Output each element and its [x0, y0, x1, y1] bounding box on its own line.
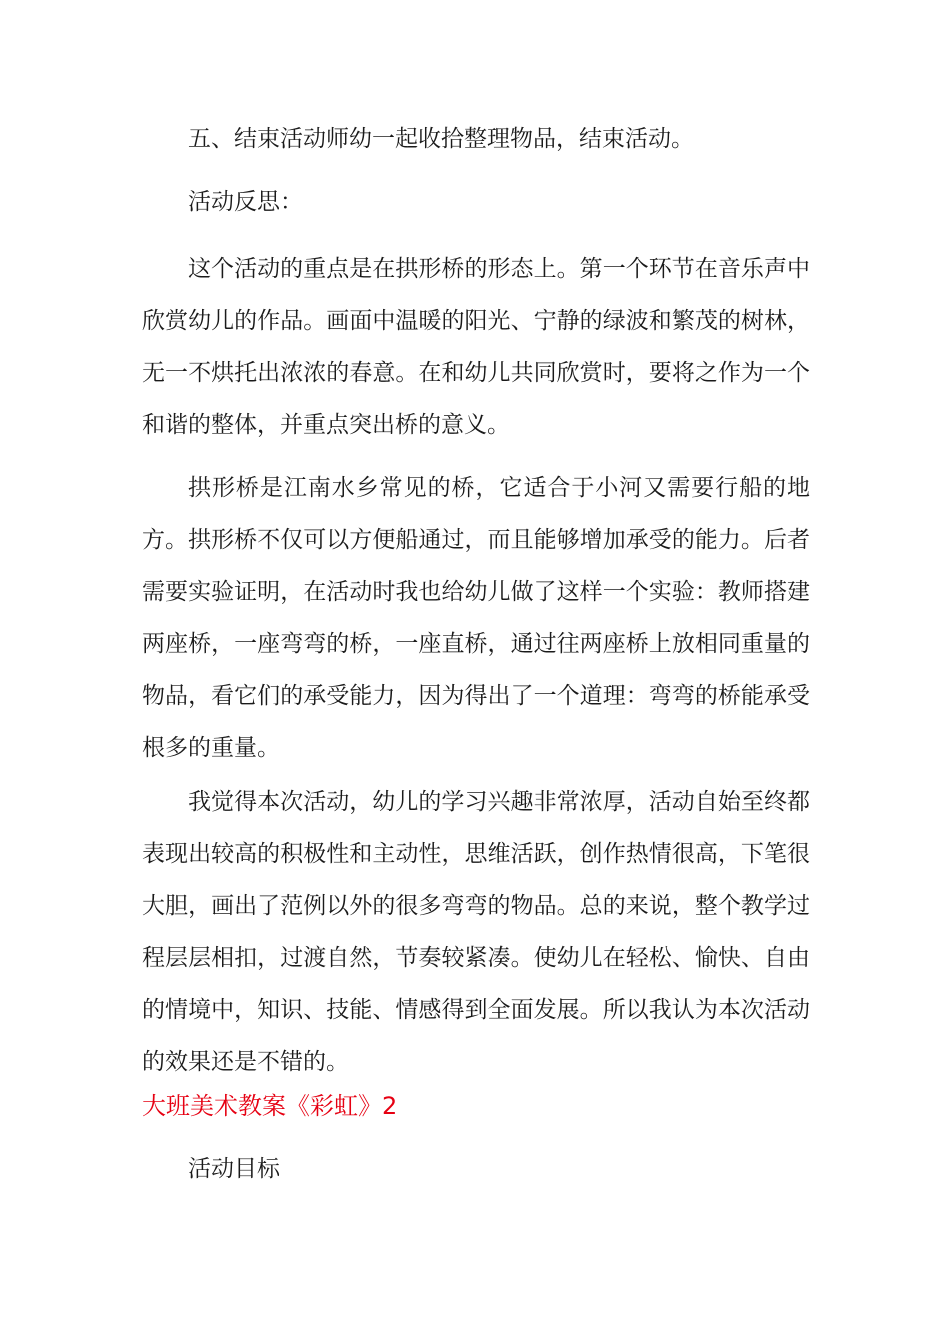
- paragraph-arch-bridge: 拱形桥是江南水乡常见的桥，它适合于小河又需要行船的地方。拱形桥不仅可以方便船通过，而且能够增加承受的能力。后者需要实验证明，在活动时我也给幼儿做了这样一个实验：教师搭建两座桥，一座弯弯的桥，一座直桥，通过往两座桥上放相同重量的物品，看它们的承受能力，因为得出了一个道理：弯弯的桥能承受根多的重量。: [142, 475, 810, 761]
- section-heading: 大班美术教案《彩虹》2: [142, 1092, 398, 1120]
- paragraph-reflection-label: 活动反思：: [188, 189, 303, 215]
- paragraph-reflection-focus: 这个活动的重点是在拱形桥的形态上。第一个环节在音乐声中欣赏幼儿的作品。画面中温暖的阳光、宁静的绿波和繁茂的树林，无一不烘托出浓浓的春意。在和幼儿共同欣赏时，要将之作为一个和谐的整体，并重点突出桥的意义。: [142, 256, 810, 438]
- paragraph-closing-step: 五、结束活动师幼一起收拾整理物品，结束活动。: [188, 126, 694, 152]
- paragraph-activity-goals-label: 活动目标: [188, 1156, 280, 1182]
- paragraph-evaluation: 我觉得本次活动，幼儿的学习兴趣非常浓厚，活动自始至终都表现出较高的积极性和主动性，思维活跃，创作热情很高，下笔很大胆，画出了范例以外的很多弯弯的物品。总的来说，整个教学过程层层相扣，过渡自然，节奏较紧凑。使幼儿在轻松、愉快、自由的情境中，知识、技能、情感得到全面发展。所以我认为本次活动的效果还是不错的。: [142, 789, 810, 1075]
